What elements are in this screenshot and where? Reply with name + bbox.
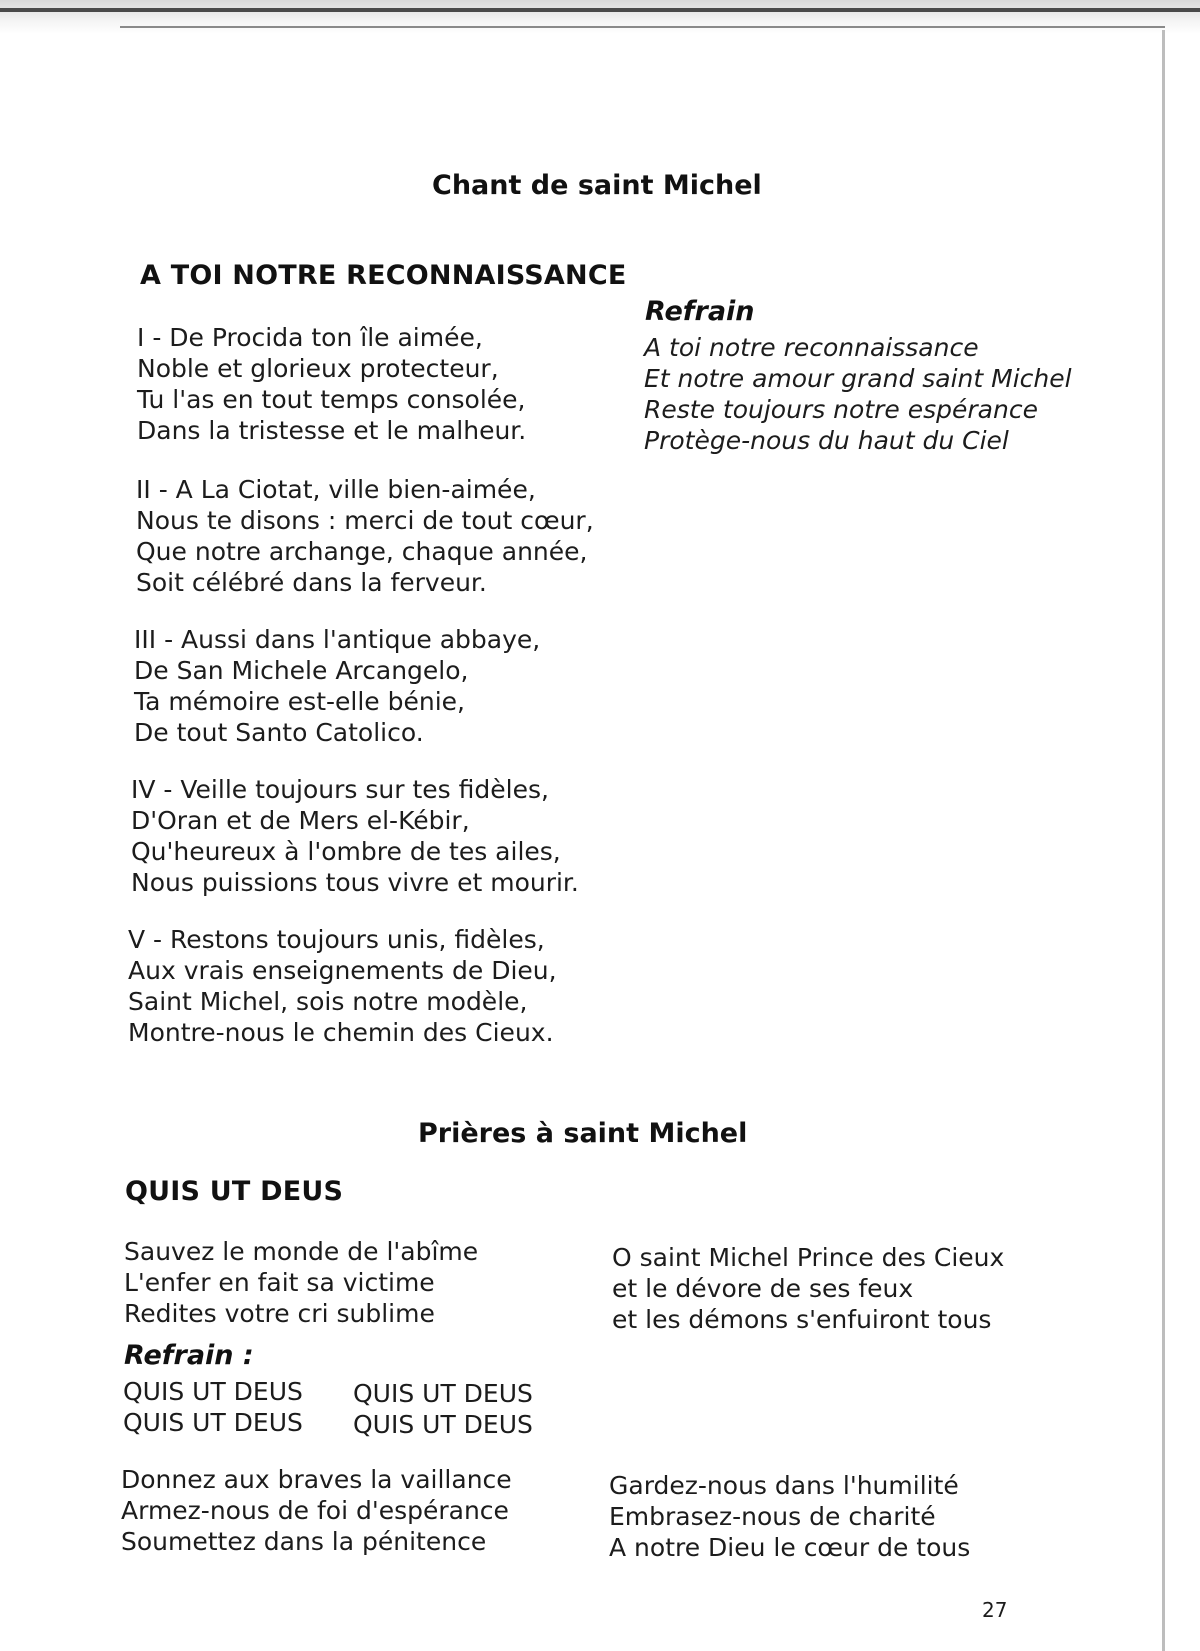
prayer-line: A notre Dieu le cœur de tous <box>609 1533 971 1562</box>
refrain-cell: QUIS UT DEUS <box>123 1408 303 1437</box>
prayer-line: Redites votre cri sublime <box>124 1299 435 1328</box>
stanza-line: I - De Procida ton île aimée, <box>137 323 483 352</box>
refrain-cell: QUIS UT DEUS <box>353 1379 533 1408</box>
stanza-line: Ta mémoire est-elle bénie, <box>134 687 465 716</box>
stanza-line: De San Michele Arcangelo, <box>134 656 469 685</box>
stanza-line: Qu'heureux à l'ombre de tes ailes, <box>131 837 561 866</box>
prayer-line: O saint Michel Prince des Cieux <box>612 1243 1005 1272</box>
refrain-line: Reste toujours notre espérance <box>644 395 1038 424</box>
refrain-line: Protège-nous du haut du Ciel <box>644 426 1009 455</box>
page-top-rule <box>120 26 1165 28</box>
refrain-grid-col-2 <box>353 1378 533 1440</box>
stanza-line: Soit célébré dans la ferveur. <box>136 568 487 597</box>
prayer-line: Sauvez le monde de l'abîme <box>124 1237 479 1266</box>
page-top-border <box>0 8 1200 12</box>
stanza-line: IV - Veille toujours sur tes fidèles, <box>131 775 549 804</box>
refrain-line: A toi notre reconnaissance <box>644 333 979 362</box>
song-refrain-label: Refrain <box>645 296 755 327</box>
stanza-2 <box>136 474 594 598</box>
stanza-3 <box>134 624 540 748</box>
stanza-line: De tout Santo Catolico. <box>134 718 424 747</box>
song-heading: A TOI NOTRE RECONNAISSANCE <box>140 260 627 291</box>
page-scan-edge <box>0 0 1200 34</box>
stanza-line: Nous puissions tous vivre et mourir. <box>131 868 579 897</box>
prayer-left-block-1 <box>124 1236 478 1329</box>
page-right-edge <box>1162 30 1165 1651</box>
prayer-line: Gardez-nous dans l'humilité <box>609 1471 959 1500</box>
page-number: 27 <box>982 1598 1008 1622</box>
refrain-grid-col-1 <box>123 1376 303 1438</box>
stanza-4 <box>131 774 579 898</box>
prayers-heading: QUIS UT DEUS <box>125 1176 344 1207</box>
stanza-line: Nous te disons : merci de tout cœur, <box>136 506 594 535</box>
refrain-cell: QUIS UT DEUS <box>123 1377 303 1406</box>
stanza-line: Noble et glorieux protecteur, <box>137 354 499 383</box>
prayer-refrain-label: Refrain : <box>124 1340 254 1371</box>
stanza-1 <box>137 322 526 446</box>
prayer-right-block-2 <box>609 1470 970 1563</box>
stanza-line: Que notre archange, chaque année, <box>136 537 588 566</box>
stanza-line: III - Aussi dans l'antique abbaye, <box>134 625 541 654</box>
stanza-line: Saint Michel, sois notre modèle, <box>128 987 528 1016</box>
prayer-line: et les démons s'enfuiront tous <box>612 1305 992 1334</box>
stanza-line: Dans la tristesse et le malheur. <box>137 416 527 445</box>
stanza-line: II - A La Ciotat, ville bien-aimée, <box>136 475 536 504</box>
refrain-line: Et notre amour grand saint Michel <box>644 364 1072 393</box>
stanza-line: Montre-nous le chemin des Cieux. <box>128 1018 554 1047</box>
song-title: Chant de saint Michel <box>432 170 762 201</box>
stanza-5 <box>128 924 557 1048</box>
prayer-line: Embrasez-nous de charité <box>609 1502 936 1531</box>
prayer-line: L'enfer en fait sa victime <box>124 1268 435 1297</box>
prayer-line: Armez-nous de foi d'espérance <box>121 1496 509 1525</box>
stanza-line: D'Oran et de Mers el-Kébir, <box>131 806 470 835</box>
prayer-line: Donnez aux braves la vaillance <box>121 1465 512 1494</box>
stanza-line: V - Restons toujours unis, fidèles, <box>128 925 545 954</box>
song-refrain <box>644 332 1072 456</box>
prayers-title: Prières à saint Michel <box>418 1118 748 1149</box>
prayer-right-block-1 <box>612 1242 1004 1335</box>
prayer-left-block-2 <box>121 1464 512 1557</box>
refrain-cell: QUIS UT DEUS <box>353 1410 533 1439</box>
prayer-line: Soumettez dans la pénitence <box>121 1527 487 1556</box>
stanza-line: Tu l'as en tout temps consolée, <box>137 385 526 414</box>
prayer-line: et le dévore de ses feux <box>612 1274 914 1303</box>
stanza-line: Aux vrais enseignements de Dieu, <box>128 956 557 985</box>
